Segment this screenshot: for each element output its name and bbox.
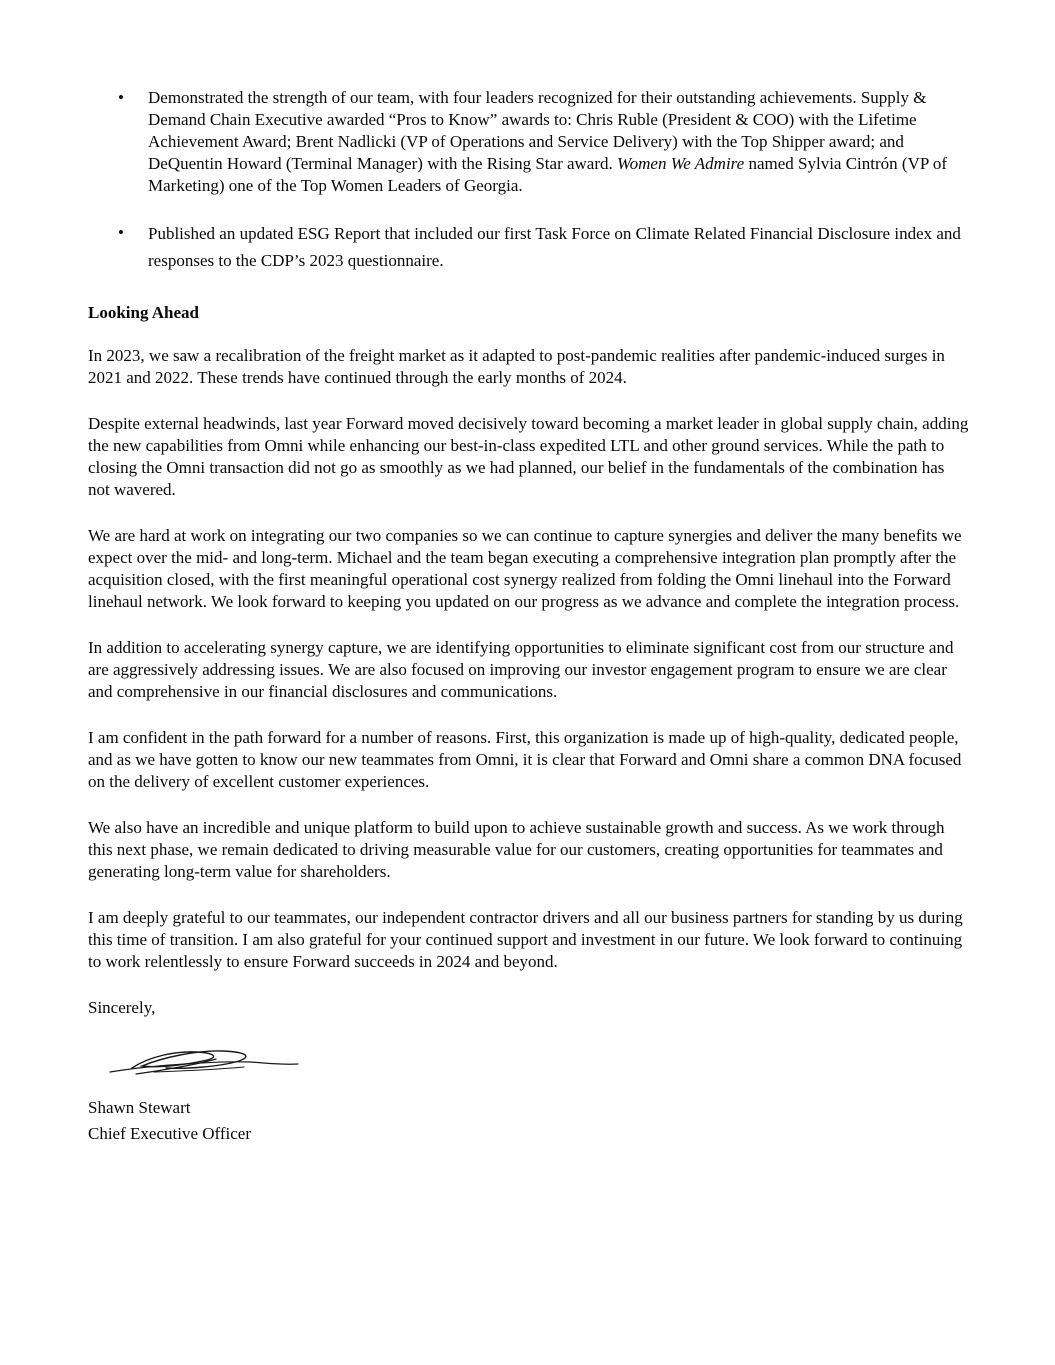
signature-image	[102, 1041, 302, 1083]
body-paragraph: I am deeply grateful to our teammates, our independent contractor drivers and all our business partners for standing by us during this time of transition. I am also grateful for your continued support and investment in our future. We look forward to continuing to work relentlessly to ensure Forward succeeds in 2024 and beyond.	[88, 908, 963, 971]
signature-block	[88, 1095, 970, 1147]
signer-title: Chief Executive Officer	[88, 1124, 252, 1143]
body-paragraph: We also have an incredible and unique platform to build upon to achieve sustainable growth and success. As we work through this next phase, we remain dedicated to driving measurable value for our customers, creating opportunities for teammates and generating long-term value for shareholders.	[88, 818, 945, 881]
bullet-text-segment: Women We Admire	[617, 154, 745, 173]
section-heading: Looking Ahead	[88, 303, 200, 322]
body-paragraph: Despite external headwinds, last year Forward moved decisively toward becoming a market leader in global supply chain, adding the new capabilities from Omni while enhancing our best-in-class expedited LTL and other ground services. While the path to closing the Omni transaction did not go as smoothly as we had planned, our belief in the fundamentals of the combination has not wavered.	[88, 414, 969, 499]
bullet-text-segment: named Sylvia Cintrón (VP of Marketing) one of the Top Women Leaders of Georgia.	[148, 154, 948, 195]
signer-name: Shawn Stewart	[88, 1098, 191, 1117]
bullet-text-segment: Published an updated ESG Report that included our first Task Force on Climate Related Financial Disclosure index and responses to the CDP’s 2023 questionnaire.	[148, 224, 961, 270]
letter-body	[88, 345, 970, 973]
body-paragraph: We are hard at work on integrating our two companies so we can continue to capture synergies and deliver the many benefits we expect over the mid- and long-term. Michael and the team began executing a comprehensive integration plan promptly after the acquisition closed, with the first meaningful operational cost synergy realized from folding the Omni linehaul into the Forward linehaul network. We look forward to keeping you updated on our progress as we advance and complete the integration process.	[88, 526, 962, 611]
bullet-item	[88, 87, 970, 197]
bullet-text-segment: Demonstrated the strength of our team, with four leaders recognized for their outstanding achievements. Supply & Demand Chain Executive awarded “Pros to Know” awards to: Chris Ruble (President & COO) with the Lifetime Achievement Award; Brent Nadlicki (VP of Operations and Service Delivery) with the Top Shipper award; and DeQuentin Howard (Terminal Manager) with the Rising Star award.	[148, 88, 927, 173]
bullet-item	[88, 220, 970, 274]
closing-text: Sincerely,	[88, 998, 156, 1017]
bullet-marker: •	[118, 223, 124, 242]
signature-scribble-icon	[102, 1041, 302, 1083]
body-paragraph: In 2023, we saw a recalibration of the freight market as it adapted to post-pandemic realities after pandemic-induced surges in 2021 and 2022. These trends have continued through the early months of 2024.	[88, 346, 945, 387]
body-paragraph: I am confident in the path forward for a number of reasons. First, this organization is made up of high-quality, dedicated people, and as we have gotten to know our new teammates from Omni, it is clear that Forward and Omni share a common DNA focused on the delivery of excellent customer experiences.	[88, 728, 962, 791]
bullet-marker: •	[118, 88, 124, 107]
bullet-list	[88, 87, 970, 274]
body-paragraph: In addition to accelerating synergy capture, we are identifying opportunities to eliminate significant cost from our structure and are aggressively addressing issues. We are also focused on improving our investor engagement program to ensure we are clear and comprehensive in our financial disclosures and communications.	[88, 638, 954, 701]
